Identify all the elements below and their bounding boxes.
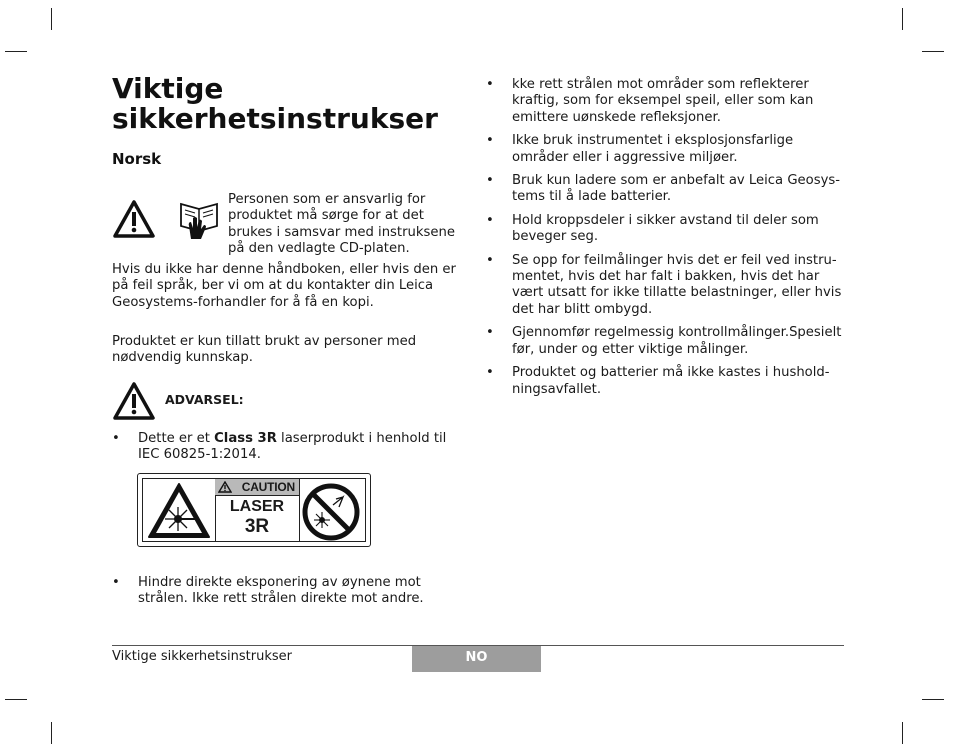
list-item: • Ikke bruk instrumentet i eksplosjonsfarlige områder eller i aggressive miljøer. [486, 133, 842, 166]
crop-mark [922, 699, 944, 700]
footer-language-tab: NO [412, 646, 541, 672]
list-item: • Gjennomfør regelmessig kontrollmålinger.Spesielt før, under og etter viktige målinger. [486, 325, 842, 358]
list-item: • Hindre direkte eksponering av øynene mot strålen. Ikke rett strålen direkte mot andre. [112, 575, 462, 608]
crop-mark [922, 51, 944, 52]
laser-class-text: 3R [244, 516, 270, 537]
class-prefix: Dette er et [138, 431, 215, 446]
list-item: • Bruk kun ladere som er anbefalt av Leica Geosys-tems til å lade batterier. [486, 173, 842, 206]
crop-mark [5, 51, 27, 52]
caution-triangle-icon [218, 481, 232, 493]
exposure-list [112, 575, 462, 608]
responsible-text: Personen som er ansvarlig for produktet må sørge for at det brukes i samsvar med instruksene på den vedlagte CD-platen. [228, 192, 455, 257]
crop-mark [902, 722, 903, 744]
warning-list [112, 431, 462, 464]
list-item: • kke rett strålen mot områder som reflekterer kraftig, som for eksempel speil, eller som kan emittere uønskede refleksjoner. [486, 77, 842, 126]
footer-section-title: Viktige sikkerhetsinstrukser [112, 649, 292, 664]
manual-book-icon [177, 196, 221, 240]
label-frame [142, 478, 366, 542]
no-eye-exposure-icon [299, 479, 373, 543]
no-exposure-cell [299, 479, 365, 541]
caution-bar [215, 479, 299, 496]
safety-list [486, 77, 842, 405]
list-item: • Hold kroppsdeler i sikker avstand til deler som beveger seg. [486, 213, 842, 246]
page-title: Viktige sikkerhetsinstrukser [112, 72, 438, 135]
laser-warning-label [137, 473, 371, 547]
crop-mark [902, 8, 903, 30]
warning-triangle-icon [112, 381, 156, 421]
crop-mark [5, 699, 27, 700]
list-item [112, 431, 462, 464]
language-heading: Norsk [112, 150, 162, 168]
laser-hazard-cell [143, 479, 216, 541]
class-suffix: laserprodukt i henhold til IEC 60825-1:2014. [138, 431, 447, 463]
authorized-use-text: Produktet er kun tillatt brukt av personer med nødvendig kunnskap. [112, 334, 417, 366]
list-item: • Produktet og batterier må ikke kastes i hushold-ningsavfallet. [486, 365, 842, 398]
warning-label: ADVARSEL: [165, 392, 244, 407]
manual-text: Hvis du ikke har denne håndboken, eller hvis den er på feil språk, ber vi om at du kontakter din Leica Geosystems-forhandler for å få en kopi. [112, 262, 456, 310]
caution-text: CAUTION [241, 480, 295, 494]
laser-class: Class 3R [214, 431, 277, 446]
laser-text: LASER [229, 498, 285, 515]
crop-mark [51, 8, 52, 30]
caution-cell [215, 479, 300, 541]
list-item: • Se opp for feilmålinger hvis det er feil ved instru-mentet, hvis det har falt i bakken, hvis det har vært utsatt for ikke tillatte belastninger, eller hvis det har blitt ombygd. [486, 253, 842, 319]
laser-starburst-icon [143, 479, 215, 543]
warning-triangle-icon [112, 199, 156, 239]
crop-mark [51, 722, 52, 744]
